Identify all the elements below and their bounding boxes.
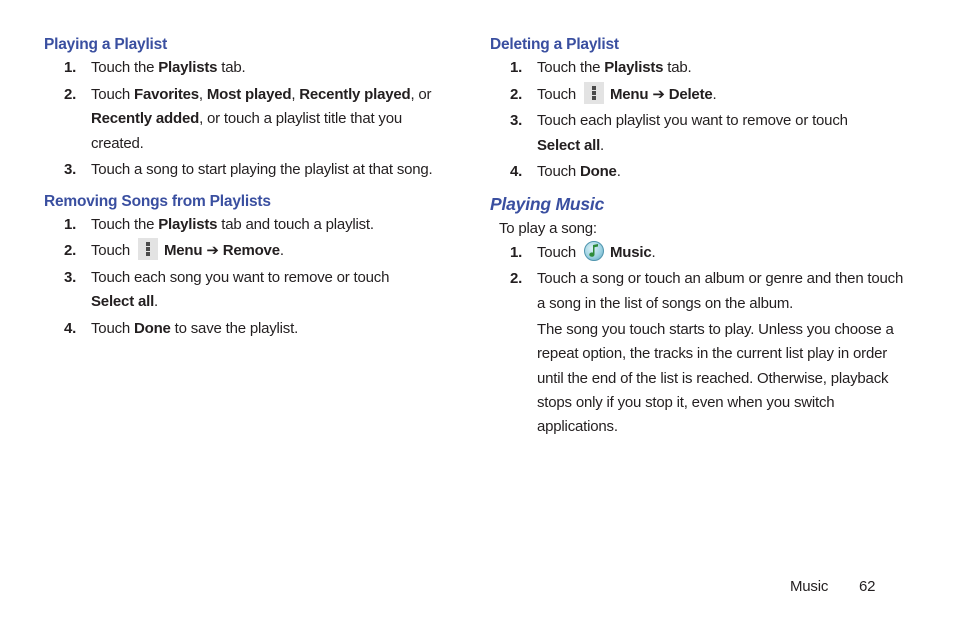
right-column <box>490 34 910 439</box>
step-item: 2. Touch a song or touch an album or genre and then touch a song in the list of songs on the album. <box>490 267 910 316</box>
step-number: 3. <box>64 161 77 178</box>
step-item: 3. Touch each playlist you want to remove or touch Select all. <box>490 109 910 158</box>
step-number: 4. <box>510 163 523 180</box>
menu-icon <box>138 238 158 260</box>
step-number: 3. <box>510 112 523 129</box>
step-item: 1. Touch Music. <box>490 241 910 266</box>
step-number: 2. <box>64 85 77 103</box>
section-heading-playing-music: Playing Music <box>490 193 605 214</box>
step-item: 3. Touch a song to start playing the playlist at that song. <box>44 158 454 183</box>
steps-removing-songs <box>44 213 454 342</box>
footer-section: Music <box>790 578 829 595</box>
step-item: 3. Touch each song you want to remove or touch Select all. <box>44 266 454 315</box>
step-number: 3. <box>64 268 77 286</box>
step-number: 2. <box>510 85 523 103</box>
step-item: 4. Touch Done. <box>490 160 910 185</box>
step-number: 2. <box>64 242 77 259</box>
step-item: 2. Touch Menu ➔ Delete. <box>490 83 910 108</box>
step-item: 2. Touch Menu ➔ Remove. <box>44 239 454 264</box>
step-number: 1. <box>64 59 77 76</box>
steps-playing-playlist <box>44 56 454 183</box>
steps-playing-music <box>490 241 910 317</box>
section-heading-deleting-playlist: Deleting a Playlist <box>490 36 619 53</box>
step-number: 4. <box>64 319 77 337</box>
step-item: 1. Touch the Playlists tab. <box>490 56 910 81</box>
section-heading-playing-playlist: Playing a Playlist <box>44 36 168 53</box>
menu-icon <box>584 82 604 104</box>
step-item: 4. Touch Done to save the playlist. <box>44 317 454 342</box>
step-item: 2. Touch Favorites, Most played, Recently played, or Recently added, or touch a playlist title that you created. <box>44 83 454 157</box>
music-app-icon <box>584 241 604 261</box>
step-number: 1. <box>510 59 523 76</box>
steps-deleting-playlist <box>490 56 910 185</box>
step-item: 1. Touch the Playlists tab. <box>44 56 454 81</box>
step-number: 1. <box>510 243 523 261</box>
section-heading-removing-songs: Removing Songs from Playlists <box>44 192 271 210</box>
intro-text: To play a song: <box>499 219 597 237</box>
step-number: 1. <box>64 215 77 233</box>
page-number: 62 <box>859 578 876 595</box>
left-column <box>44 34 454 343</box>
playback-description: The song you touch starts to play. Unless you choose a repeat option, the tracks in the current list play in order until the end of the list is reached. Otherwise, playback stops only if you stop it, even when you switch applications. <box>537 321 894 436</box>
step-item: 1. Touch the Playlists tab and touch a playlist. <box>44 213 454 238</box>
step-number: 2. <box>510 270 523 287</box>
